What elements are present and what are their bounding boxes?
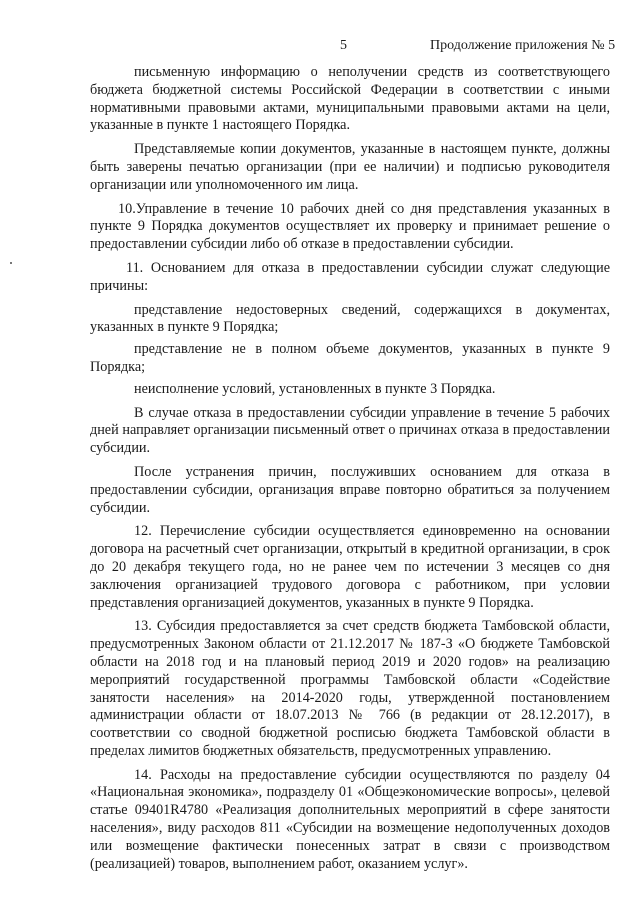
continuation-header: Продолжение приложения № 5: [430, 38, 616, 53]
refusal-reason-2: представление не в полном объеме документов, указанных в пункте 9 Порядка;: [90, 341, 610, 375]
paragraph-item-12: 12. Перечисление субсидии осуществляется единовременно на основании договора на расчетный счет организации, открытый в кредитной организации, в срок до 20 декабря текущего года, но не ранее чем по истечении 3 месяцев со дня заключения организацией трудового договора с работником, при условии представления организацией документов, указанных в пункте 9 Порядка.: [90, 523, 610, 611]
paragraph-refusal-response: В случае отказа в предоставлении субсидии управление в течение 5 рабочих дней направляет организации письменный ответ о причинах отказа в предоставлении субсидии.: [90, 404, 610, 457]
scan-artifact: [10, 262, 12, 264]
paragraph-resubmission: После устранения причин, послуживших основанием для отказа в предоставлении субсидии, организация вправе повторно обратиться за получением субсидии.: [90, 463, 610, 516]
refusal-reason-3: неисполнение условий, установленных в пункте 3 Порядка.: [134, 380, 496, 397]
refusal-reason-1: представление недостоверных сведений, содержащихся в документах, указанных в пункте 9 Порядка;: [90, 301, 610, 336]
paragraph-item-13: 13. Субсидия предоставляется за счет средств бюджета Тамбовской области, предусмотренных Законом области от 21.12.2017 № 187-З «О бюджете Тамбовской области на 2018 год и на плановый период 2019 и 2020 годов» на реализацию мероприятий государственной программы Тамбовской области «Содействие занятости населения» на 2014-2020 годы, утвержденной постановлением администрации области от 18.07.2013 № 766 (в редакции от 28.12.2017), в соответствии со сводной бюджетной росписью бюджета Тамбовской области в пределах лимитов бюджетных обязательств, предусмотренных управлению.: [90, 618, 610, 759]
document-body: [90, 64, 610, 879]
paragraph-written-info: письменную информацию о неполучении средств из соответствующего бюджета бюджетной системы Российской Федерации в соответствии с иными нормативными правовыми актами, муниципальными правовыми актами на цели, указанные в пункте 1 настоящего Порядка.: [90, 64, 610, 134]
paragraph-item-11: 11. Основанием для отказа в предоставлении субсидии служат следующие причины:: [90, 259, 610, 294]
paragraph-item-10: 10.Управление в течение 10 рабочих дней со дня представления указанных в пункте 9 Порядка документов осуществляет их проверку и принимает решение о предоставлении субсидии либо об отказе в предоставлении субсидии.: [90, 200, 610, 253]
page-number: 5: [340, 38, 347, 53]
paragraph-item-14: 14. Расходы на предоставление субсидии осуществляются по разделу 04 «Национальная экономика», подразделу 01 «Общеэкономические вопросы», целевой статье 09401R4780 «Реализация дополнительных мероприятий в сфере занятости населения», виду расходов 811 «Субсидии на возмещение недополученных доходов или возмещение фактически понесенных затрат в связи с производством (реализацией) товаров, выполнением работ, оказанием услуг».: [90, 766, 610, 872]
paragraph-copies-certification: Представляемые копии документов, указанные в настоящем пункте, должны быть заверены печатью организации (при ее наличии) и подписью руководителя организации или уполномоченного им лица.: [90, 141, 610, 193]
